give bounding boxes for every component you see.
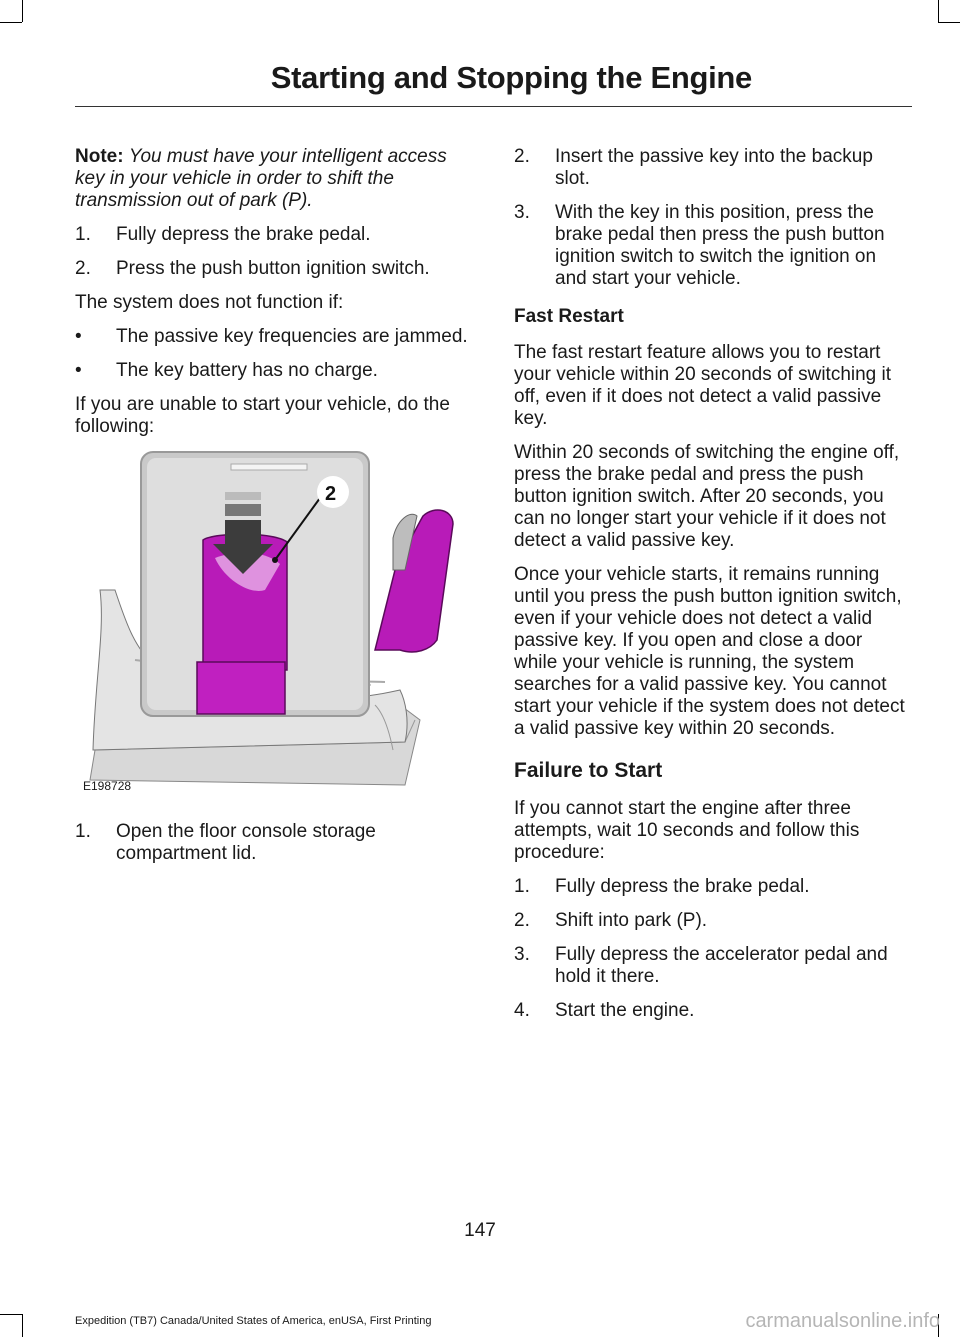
- bullet-item: [75, 326, 477, 348]
- list-number: 1.: [514, 876, 530, 897]
- note-text: You must have your intelligent access key in your vehicle in order to shift the transmission out of park (P).: [75, 146, 447, 211]
- lead-text: If you are unable to start your vehicle, do the following:: [75, 394, 450, 437]
- right-column: [514, 146, 910, 1034]
- console-illustration-svg: [75, 450, 463, 805]
- page-title: Starting and Stopping the Engine: [270, 60, 752, 95]
- list-text: Shift into park (P).: [555, 910, 708, 931]
- list-item: [514, 1000, 910, 1022]
- list-number: 2.: [514, 146, 530, 167]
- storage-lid: [375, 510, 453, 652]
- note-label: Note:: [75, 146, 124, 167]
- list-number: 1.: [75, 821, 91, 842]
- bullet-text: The passive key frequencies are jammed.: [116, 326, 468, 347]
- watermark: carmanualsonline.info: [745, 1310, 940, 1332]
- callout-2: 2: [325, 483, 337, 505]
- list-item: [75, 258, 477, 280]
- list-number: 3.: [514, 202, 530, 223]
- crop-mark: [22, 1314, 23, 1337]
- note: [75, 146, 477, 212]
- header-divider: [75, 106, 912, 107]
- list-number: 3.: [514, 944, 530, 965]
- section-heading-failure-to-start: Failure to Start: [514, 759, 663, 782]
- bullet-dot: •: [75, 326, 82, 347]
- inset-panel: [141, 452, 369, 716]
- list-text: Fully depress the brake pedal.: [555, 876, 810, 897]
- crop-mark: [0, 22, 22, 23]
- paragraph: If you cannot start the engine after three attempts, wait 10 seconds and follow this procedure:: [514, 798, 860, 863]
- crop-mark: [0, 1314, 22, 1315]
- footer-text: Expedition (TB7) Canada/United States of America, enUSA, First Printing: [75, 1315, 432, 1327]
- list-item: [514, 910, 910, 932]
- bullet-dot: •: [75, 360, 82, 381]
- page-number: 147: [464, 1220, 496, 1241]
- list-text: Fully depress the brake pedal.: [116, 224, 371, 245]
- console-illustration: [75, 450, 463, 805]
- crop-mark: [938, 22, 960, 23]
- list-number: 2.: [514, 910, 530, 931]
- list-item: [75, 821, 477, 865]
- figure-id: E198728: [83, 779, 132, 793]
- list-text: Start the engine.: [555, 1000, 695, 1021]
- crop-mark: [22, 0, 23, 22]
- list-text: With the key in this position, press the brake pedal then press the push button ignition switch to switch the ignition on and start your vehicle.: [555, 202, 885, 289]
- list-item: [514, 876, 910, 898]
- list-item: [514, 944, 910, 988]
- crop-mark: [938, 0, 939, 22]
- section-heading-fast-restart: Fast Restart: [514, 306, 624, 327]
- intro-text: The system does not function if:: [75, 292, 344, 313]
- list-text: Open the floor console storage compartment lid.: [116, 821, 376, 864]
- list-number: 4.: [514, 1000, 530, 1021]
- list-item: [75, 224, 477, 246]
- list-text: Insert the passive key into the backup slot.: [555, 146, 873, 189]
- list-item: [514, 146, 910, 190]
- list-number: 1.: [75, 224, 91, 245]
- passive-key-base: [197, 662, 285, 714]
- bullet-text: The key battery has no charge.: [116, 360, 378, 381]
- left-column: [75, 146, 477, 877]
- paragraph: Within 20 seconds of switching the engine off, press the brake pedal and press the push button ignition switch. After 20 seconds, you can no longer start your vehicle if it does not detect a valid passive key.: [514, 442, 900, 551]
- list-text: Press the push button ignition switch.: [116, 258, 430, 279]
- bullet-item: [75, 360, 477, 382]
- list-text: Fully depress the accelerator pedal and hold it there.: [555, 944, 888, 987]
- paragraph: The fast restart feature allows you to restart your vehicle within 20 seconds of switching it off, even if it does not detect a valid passive key.: [514, 342, 892, 429]
- paragraph: Once your vehicle starts, it remains running until you press the push button ignition switch, even if your vehicle does not detect a valid passive key. If you open and close a door while your vehicle is running, the system searches for a valid passive key. You cannot start your vehicle if the system does not detect a valid passive key within 20 seconds.: [514, 564, 905, 739]
- list-number: 2.: [75, 258, 91, 279]
- list-item: [514, 202, 910, 290]
